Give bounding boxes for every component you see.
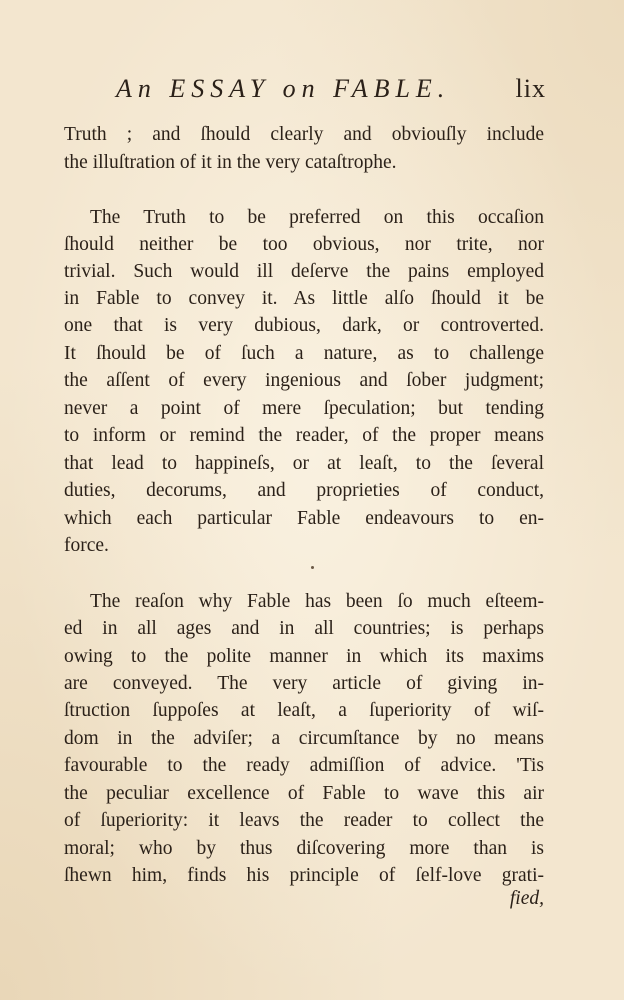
text-line: that lead to happineſs, or at leaſt, to the ſeveral xyxy=(64,453,544,474)
text-line: of ſuperiority: it leavs the reader to collect the xyxy=(64,810,544,831)
text-line: dom in the adviſer; a circumſtance by no means xyxy=(64,728,544,749)
text-line: The reaſon why Fable has been ſo much eſteem- xyxy=(90,591,544,612)
text-line: to inform or remind the reader, of the proper means xyxy=(64,425,544,446)
page-number: lix xyxy=(515,74,546,103)
catchword: fied, xyxy=(509,888,544,909)
text-line: ſtruction ſuppoſes at leaſt, a ſuperiority of wiſ- xyxy=(64,700,544,721)
text-line: The Truth to be preferred on this occaſion xyxy=(90,207,544,228)
text-line: are conveyed. The very article of giving in- xyxy=(64,673,544,694)
text-line: force. xyxy=(64,535,109,556)
text-line: duties, decorums, and proprieties of conduct, xyxy=(64,480,544,501)
text-line: which each particular Fable endeavours to en- xyxy=(64,508,544,529)
running-title: An ESSAY on FABLE. xyxy=(116,74,451,103)
text-line: the peculiar excellence of Fable to wave this air xyxy=(64,783,544,804)
text-line: the aſſent of every ingenious and ſober judgment; xyxy=(64,370,544,391)
text-line: favourable to the ready admiſſion of advice. 'Tis xyxy=(64,755,544,776)
text-line: Truth ; and ſhould clearly and obviouſly include xyxy=(64,124,544,145)
text-line: trivial. Such would ill deſerve the pains employed xyxy=(64,261,544,282)
text-line: one that is very dubious, dark, or controverted. xyxy=(64,315,544,336)
text-line: It ſhould be of ſuch a nature, as to challenge xyxy=(64,343,544,364)
text-line: owing to the polite manner in which its maxims xyxy=(64,646,544,667)
text-line: the illuſtration of it in the very cataſtrophe. xyxy=(64,152,397,173)
running-head xyxy=(116,74,546,110)
text-line: ſhewn him, finds his principle of ſelf-love grati- xyxy=(64,865,544,886)
text-line: in Fable to convey it. As little alſo ſhould it be xyxy=(64,288,544,309)
text-line: moral; who by thus diſcovering more than is xyxy=(64,838,544,859)
text-line: never a point of mere ſpeculation; but tending xyxy=(64,398,544,419)
ink-dot xyxy=(311,566,314,569)
text-line: ſhould neither be too obvious, nor trite, nor xyxy=(64,234,544,255)
text-line: ed in all ages and in all countries; is perhaps xyxy=(64,618,544,639)
